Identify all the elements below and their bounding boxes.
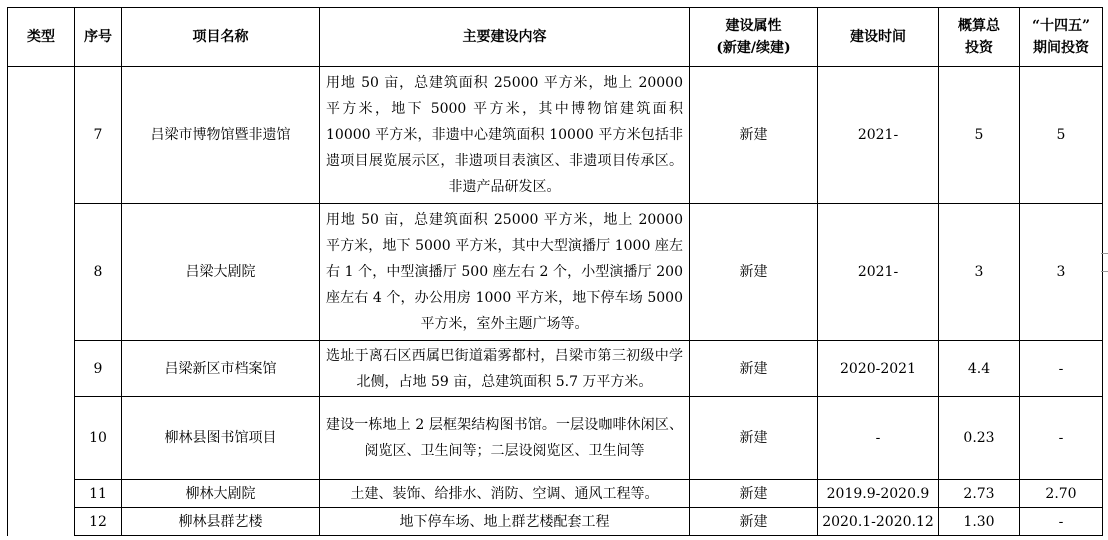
row-no: 7 [75, 67, 122, 204]
table-row [8, 397, 1103, 480]
table-row [8, 67, 1103, 204]
header-total-line2: 投资 [965, 40, 993, 56]
row-attr: 新建 [690, 67, 818, 204]
row-no: 12 [75, 508, 122, 536]
row-total: 4.4 [939, 341, 1020, 397]
header-total-line1: 概算总 [958, 18, 1000, 34]
row-content: 建设一栋地上 2 层框架结构图书馆。一层设咖啡休闲区、阅览区、卫生间等；二层设阅览区、卫生间等 [320, 397, 690, 480]
row-content: 选址于离石区西属巴街道霜雾都村，吕梁市第三初级中学北侧，占地 59 亩，总建筑面积 5.7 万平方米。 [320, 341, 690, 397]
margin-tick [1101, 253, 1108, 254]
header-time: 建设时间 [818, 8, 939, 67]
row-attr: 新建 [690, 508, 818, 536]
row-total: 1.30 [939, 508, 1020, 536]
header-name: 项目名称 [122, 8, 320, 67]
row-time: 2020-2021 [818, 341, 939, 397]
row-no: 9 [75, 341, 122, 397]
row-no: 11 [75, 480, 122, 508]
row-attr: 新建 [690, 397, 818, 480]
header-plan-line2: 期间投资 [1033, 40, 1089, 56]
row-plan: - [1020, 341, 1103, 397]
row-plan: 3 [1020, 204, 1103, 341]
row-content: 用地 50 亩，总建筑面积 25000 平方米，地上 20000 平方米，地下 5000 平方米，其中博物馆建筑面积 10000 平方米，非遗中心建筑面积 10000 平方米包括非遗项目展览展示区，非遗项目表演区、非遗项目传承区。非遗产品研发区。 [320, 67, 690, 204]
row-total: 5 [939, 67, 1020, 204]
row-attr: 新建 [690, 341, 818, 397]
row-total: 0.23 [939, 397, 1020, 480]
header-plan-line1: “十四五” [1031, 18, 1091, 34]
row-no: 10 [75, 397, 122, 480]
type-cell [8, 67, 75, 536]
row-content: 土建、装饰、给排水、消防、空调、通风工程等。 [320, 480, 690, 508]
margin-tick [1101, 271, 1108, 272]
row-time: 2021- [818, 67, 939, 204]
row-name: 柳林县图书馆项目 [122, 397, 320, 480]
header-plan [1020, 8, 1103, 67]
row-plan: 2.70 [1020, 480, 1103, 508]
table-row [8, 204, 1103, 341]
row-time: 2020.1-2020.12 [818, 508, 939, 536]
row-attr: 新建 [690, 480, 818, 508]
header-type: 类型 [8, 8, 75, 67]
row-plan: - [1020, 508, 1103, 536]
row-name: 吕梁大剧院 [122, 204, 320, 341]
row-name: 吕梁新区市档案馆 [122, 341, 320, 397]
row-content: 地下停车场、地上群艺楼配套工程 [320, 508, 690, 536]
row-name: 吕梁市博物馆暨非遗馆 [122, 67, 320, 204]
table-row [8, 341, 1103, 397]
header-attr-line1: 建设属性 [725, 18, 782, 34]
row-time: 2019.9-2020.9 [818, 480, 939, 508]
row-plan: 5 [1020, 67, 1103, 204]
row-total: 3 [939, 204, 1020, 341]
row-name: 柳林县群艺楼 [122, 508, 320, 536]
row-name: 柳林大剧院 [122, 480, 320, 508]
header-row [8, 8, 1103, 67]
header-content: 主要建设内容 [320, 8, 690, 67]
investment-table [7, 7, 1103, 536]
header-attr [690, 8, 818, 67]
header-no: 序号 [75, 8, 122, 67]
row-plan: - [1020, 397, 1103, 480]
header-attr-line2: (新建/续建) [716, 40, 791, 56]
row-attr: 新建 [690, 204, 818, 341]
row-time: - [818, 397, 939, 480]
table-row [8, 480, 1103, 508]
header-total [939, 8, 1020, 67]
table-row [8, 508, 1103, 536]
row-no: 8 [75, 204, 122, 341]
row-time: 2021- [818, 204, 939, 341]
row-content: 用地 50 亩，总建筑面积 25000 平方米，地上 20000 平方米，地下 5000 平方米，其中大型演播厅 1000 座左右 1 个，中型演播厅 500 座左右 2 个，小型演播厅 200 座左右 4 个，办公用房 1000 平方米，地下停车场 5000 平方米，室外主题广场等。 [320, 204, 690, 341]
row-total: 2.73 [939, 480, 1020, 508]
